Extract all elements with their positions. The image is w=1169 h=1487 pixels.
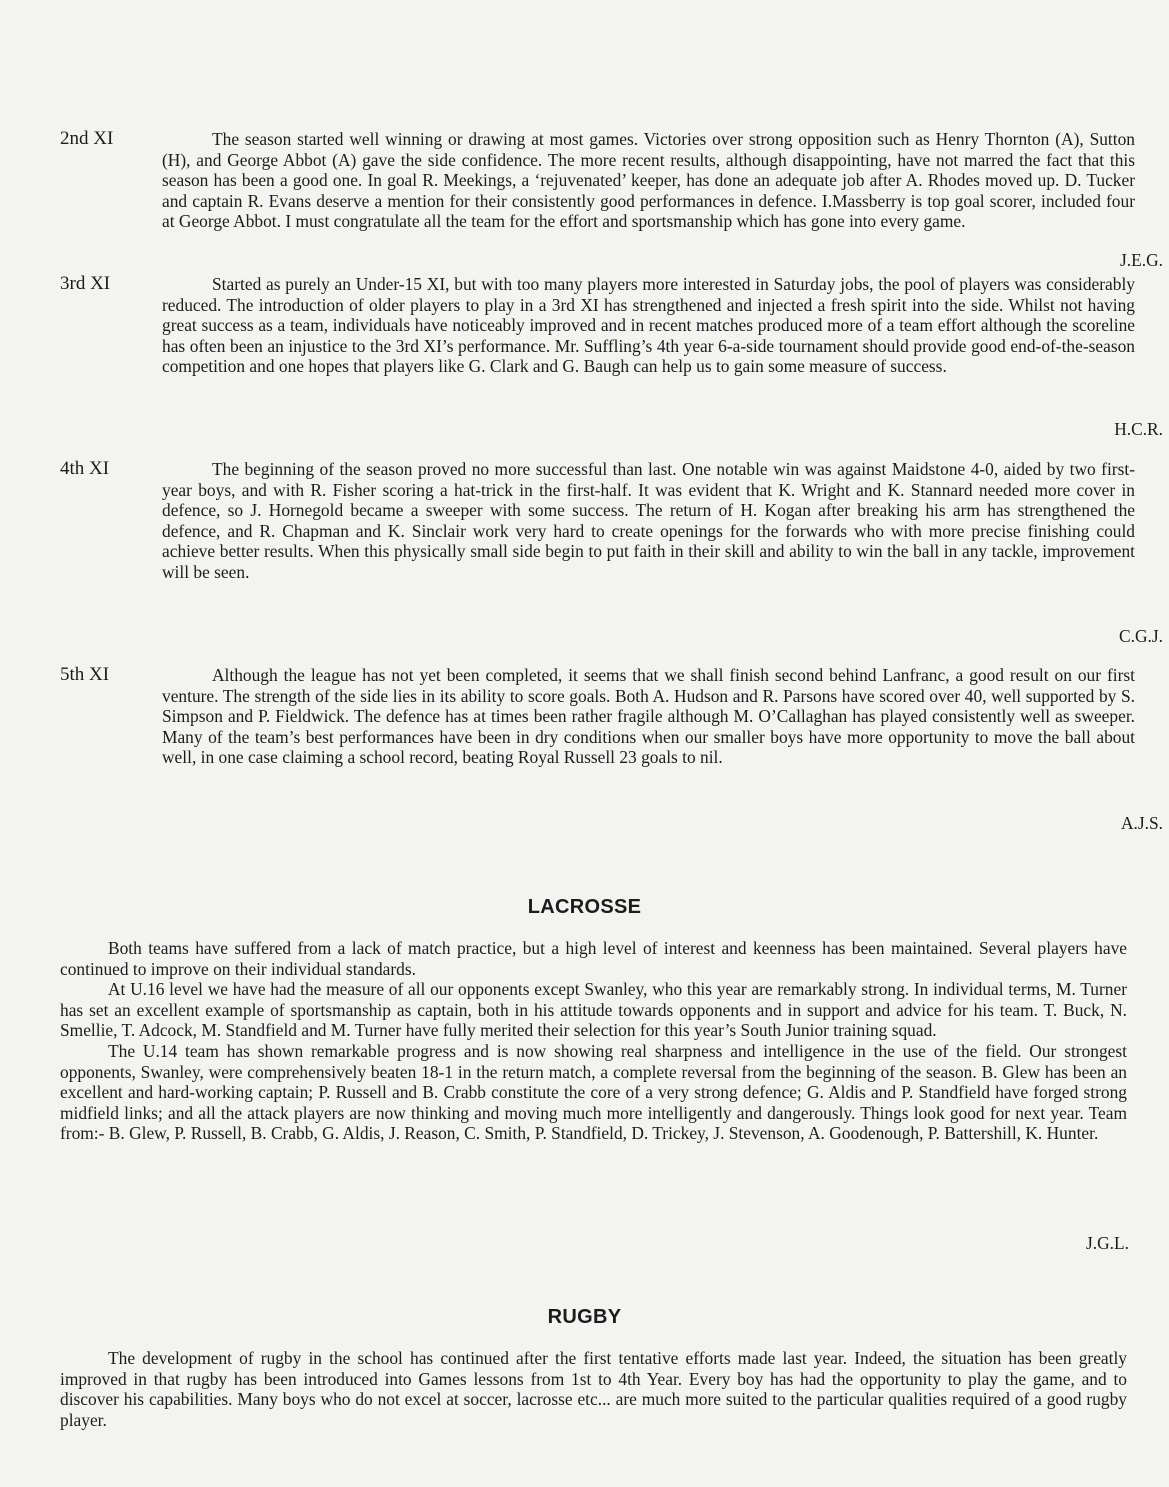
report-initials: A.J.S. [1120,813,1163,833]
lacrosse-paragraph: The U.14 team has shown remarkable progress and is now showing real sharpness and intelligence in the use of the field. Our strongest opponents, Swanley, were comprehensively beaten 18-1 in the return match, a complete reversal from the beginning of the season. B. Glew has been an excellent and hard-working captain; P. Russell and B. Crabb constitute the core of a very strong defence; G. Aldis and P. Standfield have forged strong midfield links; and all the attack players are now thinking and moving much more intelligently and dangerously. Things look good for next year. Team from:- B. Glew, P. Russell, B. Crabb, G. Aldis, J. Reason, C. Smith, P. Standfield, D. Trickey, J. Stevenson, A. Goodenough, P. Battershill, K. Hunter. [60,1040,1127,1144]
section-heading-rugby: RUGBY [547,1306,622,1328]
rugby-paragraph: The development of rugby in the school has continued after the first tentative efforts made last year. Indeed, the situation has been greatly improved in that rugby has been introduced into Games lessons from 1st to 4th Year. Every boy has had the opportunity to play the game, and to discover his capabilities. Many boys who do not excel at soccer, lacrosse etc... are much more suited to the particular qualities required of a good rugby player. [60,1348,1127,1430]
lacrosse-paragraph: At U.16 level we have had the measure of all our opponents except Swanley, who this year are remarkably strong. In individual terms, M. Turner has set an excellent example of sportsmanship as captain, both in his attitude towards opponents and in support and advice for his team. T. Buck, N. Smellie, T. Adcock, M. Standfield and M. Turner have fully merited their selection for this year’s South Junior training squad. [60,979,1127,1041]
team-report-text: Started as purely an Under-15 XI, but with too many players more interested in Saturday jobs, the pool of players was considerably reduced. The introduction of older players to play in a 3rd XI has strengthened and injected a fresh spirit into the side. Whilst not having great success as a team, individuals have noticeably improved and in recent matches produced more of a team effort although the scoreline has often been an injustice to the 3rd XI’s performance. Mr. Suffling’s 4th year 6-a-side tournament should provide good end-of-the-season competition and one hopes that players like G. Clark and G. Baugh can help us to gain some measure of success. [162,274,1135,377]
team-report-text: The beginning of the season proved no more successful than last. One notable win was against Maidstone 4-0, aided by two first-year boys, and with R. Fisher scoring a hat-trick in the first-half. It was evident that K. Wright and K. Stannard needed more cover in defence, so J. Hornegold became a sweeper with some success. The return of H. Kogan after breaking his arm has strengthened the defence, and R. Chapman and K. Sinclair work very hard to create openings for the forwards who with more precise finishing could achieve better results. When this physically small side begin to put faith in their skill and ability to win the ball in any tackle, improvement will be seen. [162,459,1135,582]
team-label: 4th XI [60,458,110,479]
team-report-text: The season started well winning or drawing at most games. Victories over strong opposition such as Henry Thornton (A), Sutton (H), and George Abbot (A) gave the side confidence. The more recent results, although disappointing, have not marred the fact that this season has been a good one. In goal R. Meekings, a ‘rejuvenated’ keeper, has done an adequate job after A. Rhodes moved up. D. Tucker and captain R. Evans deserve a mention for their consistently good performances in defence. I.Massberry is top goal scorer, included four at George Abbot. I must congratulate all the team for the effort and sportsmanship which has gone into every game. [162,129,1135,232]
team-label: 5th XI [60,664,110,685]
lacrosse-paragraph: Both teams have suffered from a lack of match practice, but a high level of interest and keenness has been maintained. Several players have continued to improve on their individual standards. [60,938,1127,979]
team-label: 3rd XI [60,273,111,294]
team-report-3rd-xi [60,273,1135,377]
section-heading-lacrosse: LACROSSE [527,896,642,918]
team-report-2nd-xi [60,128,1135,232]
lacrosse-section [60,938,1127,1144]
report-initials: C.G.J. [1119,626,1163,646]
team-report-4th-xi [60,458,1135,583]
team-report-text: Although the league has not yet been completed, it seems that we shall finish second behind Lanfranc, a good result on our first venture. The strength of the side lies in its ability to score goals. Both A. Hudson and R. Parsons have scored over 40, well supported by S. Simpson and P. Fieldwick. The defence has at times been rather fragile although M. O’Callaghan has played consistently well as sweeper. Many of the team’s best performances have been in dry conditions when our smaller boys have more opportunity to move the ball about well, in one case claiming a school record, beating Royal Russell 23 goals to nil. [162,665,1135,768]
report-initials: H.C.R. [1114,419,1163,439]
team-report-5th-xi [60,664,1135,768]
rugby-section [60,1348,1127,1430]
report-initials: J.G.L. [1086,1233,1129,1253]
report-initials: J.E.G. [1120,250,1163,270]
team-label: 2nd XI [60,128,114,149]
